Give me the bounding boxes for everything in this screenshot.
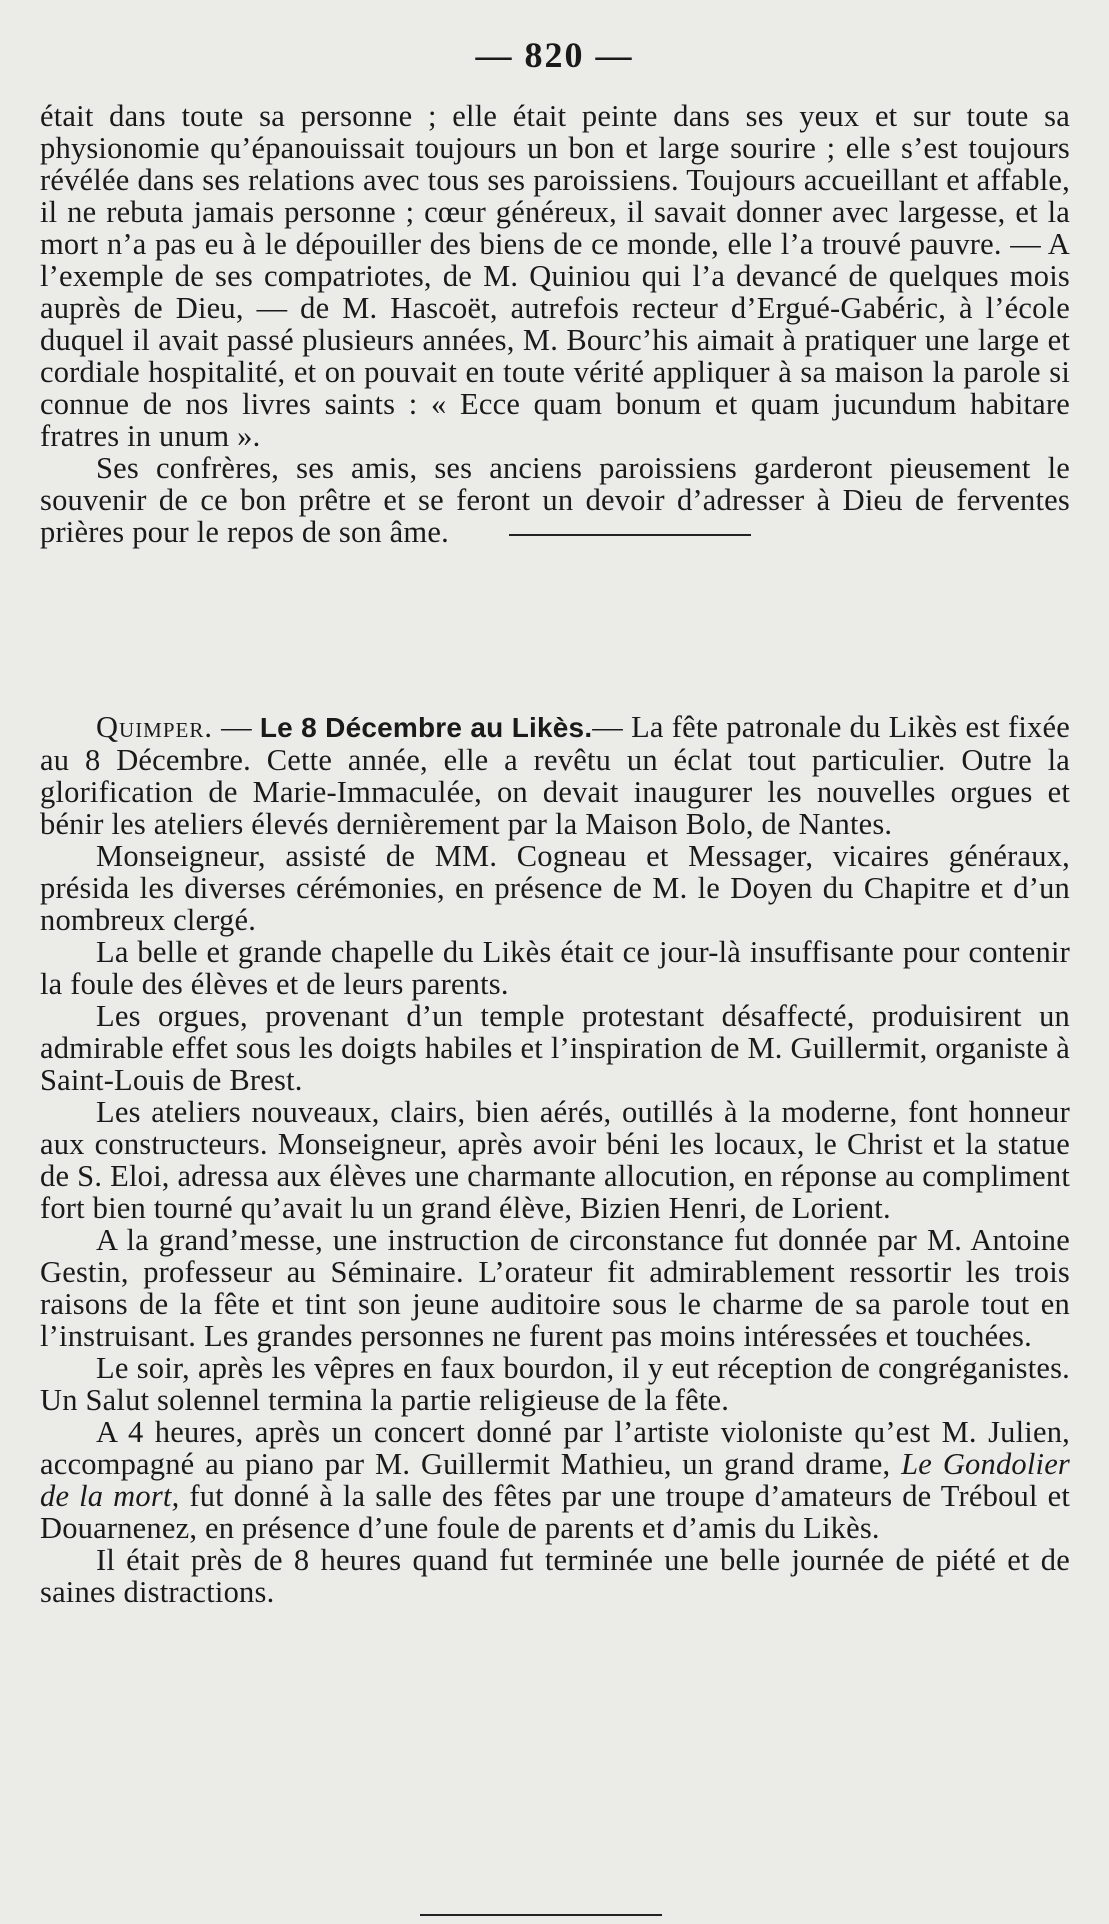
article-paragraph: La belle et grande chapelle du Likès était ce jour-là insuffisante pour contenir la foule des élèves et de leurs parents. (40, 935, 1070, 1001)
page-number: — 820 — (475, 35, 634, 75)
obituary-paragraph-2-text: Ses confrères, ses amis, ses anciens paroissiens garderont pieusement le souvenir de ce bon prêtre et se feront un devoir d’adresser à Dieu de ferventes prières pour le repos de son âme. (40, 451, 1070, 549)
article-dash-1: — (213, 710, 260, 744)
obituary-paragraph-1: était dans toute sa personne ; elle était peinte dans ses yeux et sur toute sa physionomie qu’épanouissait toujours un bon et large sourire ; elle s’est toujours révélée dans ses relations avec tous ses paroissiens. Toujours accueillant et affable, il ne rebuta jamais personne ; cœur généreux, il savait donner avec largesse, et la mort n’a pas eu à le dépouiller des biens de ce monde, elle l’a trouvé pauvre. — A l’exemple de ses compatriotes, de M. Quiniou qui l’a devancé de quelques mois auprès de Dieu, — de M. Hascoët, autrefois recteur d’Ergué-Gabéric, à l’école duquel il avait passé plusieurs années, M. Bourc’his aimait à pratiquer une large et cordiale hospitalité, et on pouvait en toute vérité appliquer à sa maison la parole si connue de nos livres saints : « Ecce quam bonum et quam jucundum habitare fratres in unum ». (40, 99, 1070, 453)
article-lead-text: La fête patronale du Likès est fixée au 8 Décembre. Cette année, elle a revêtu un éclat tout particulier. Outre la glorification de Marie-Immaculée, on devait inaugurer les nouvelles orgues et bénir les ateliers élevés dernièrement par la Maison Bolo, de Nantes. (40, 710, 1070, 841)
end-separator (420, 1914, 662, 1916)
article-place: Quimper. (96, 710, 213, 744)
obituary-section (40, 100, 1070, 548)
article-paragraph: Les ateliers nouveaux, clairs, bien aérés, outillés à la moderne, font honneur aux constructeurs. Monseigneur, après avoir béni les locaux, le Christ et la statue de S. Eloi, adressa aux élèves une charmante allocution, en réponse au compliment fort bien tourné qu’avait lu un grand élève, Bizien Henri, de Lorient. (40, 1095, 1070, 1225)
article-paragraph: A la grand’messe, une instruction de circonstance fut donnée par M. Antoine Gestin, professeur au Séminaire. L’orateur fit admirablement ressortir les trois raisons de la fête et tint son jeune auditoire sous le charme de sa parole tout en l’instruisant. Les grandes personnes ne furent pas moins intéressées et touchées. (40, 1223, 1070, 1353)
article-dash-2: — (592, 710, 632, 744)
concert-text-after: fut donné à la salle des fêtes par une troupe d’amateurs de Tréboul et Douarnenez, en présence d’une foule de parents et d’amis du Likès. (40, 1479, 1070, 1545)
article-headline: Le 8 Décembre au Likès. (259, 712, 593, 743)
concert-drama-title: Le Gondolier de la mort, (40, 1447, 1070, 1513)
article-paragraph: Monseigneur, assisté de MM. Cogneau et Messager, vicaires généraux, présida les diverses cérémonies, en présence de M. le Doyen du Chapitre et d’un nombreux clergé. (40, 839, 1070, 937)
concert-text-before: A 4 heures, après un concert donné par l’artiste violoniste qu’est M. Julien, accompagné au piano par M. Guillermit Mathieu, un grand drame, (40, 1415, 1070, 1481)
article-closing-paragraph: Il était près de 8 heures quand fut terminée une belle journée de piété et de saines distractions. (40, 1543, 1070, 1609)
article-lead-paragraph (40, 711, 1070, 840)
likes-article (40, 711, 1070, 1608)
obituary-paragraph-2 (40, 452, 1070, 548)
article-concert-paragraph (40, 1416, 1070, 1544)
section-separator (509, 534, 751, 536)
article-paragraph: Les orgues, provenant d’un temple protestant désaffecté, produisirent un admirable effet sous les doigts habiles et l’inspiration de M. Guillermit, organiste à Saint-Louis de Brest. (40, 999, 1070, 1097)
article-paragraph: Le soir, après les vêpres en faux bourdon, il y eut réception de congréganistes. Un Salut solennel termina la partie religieuse de la fête. (40, 1351, 1070, 1417)
